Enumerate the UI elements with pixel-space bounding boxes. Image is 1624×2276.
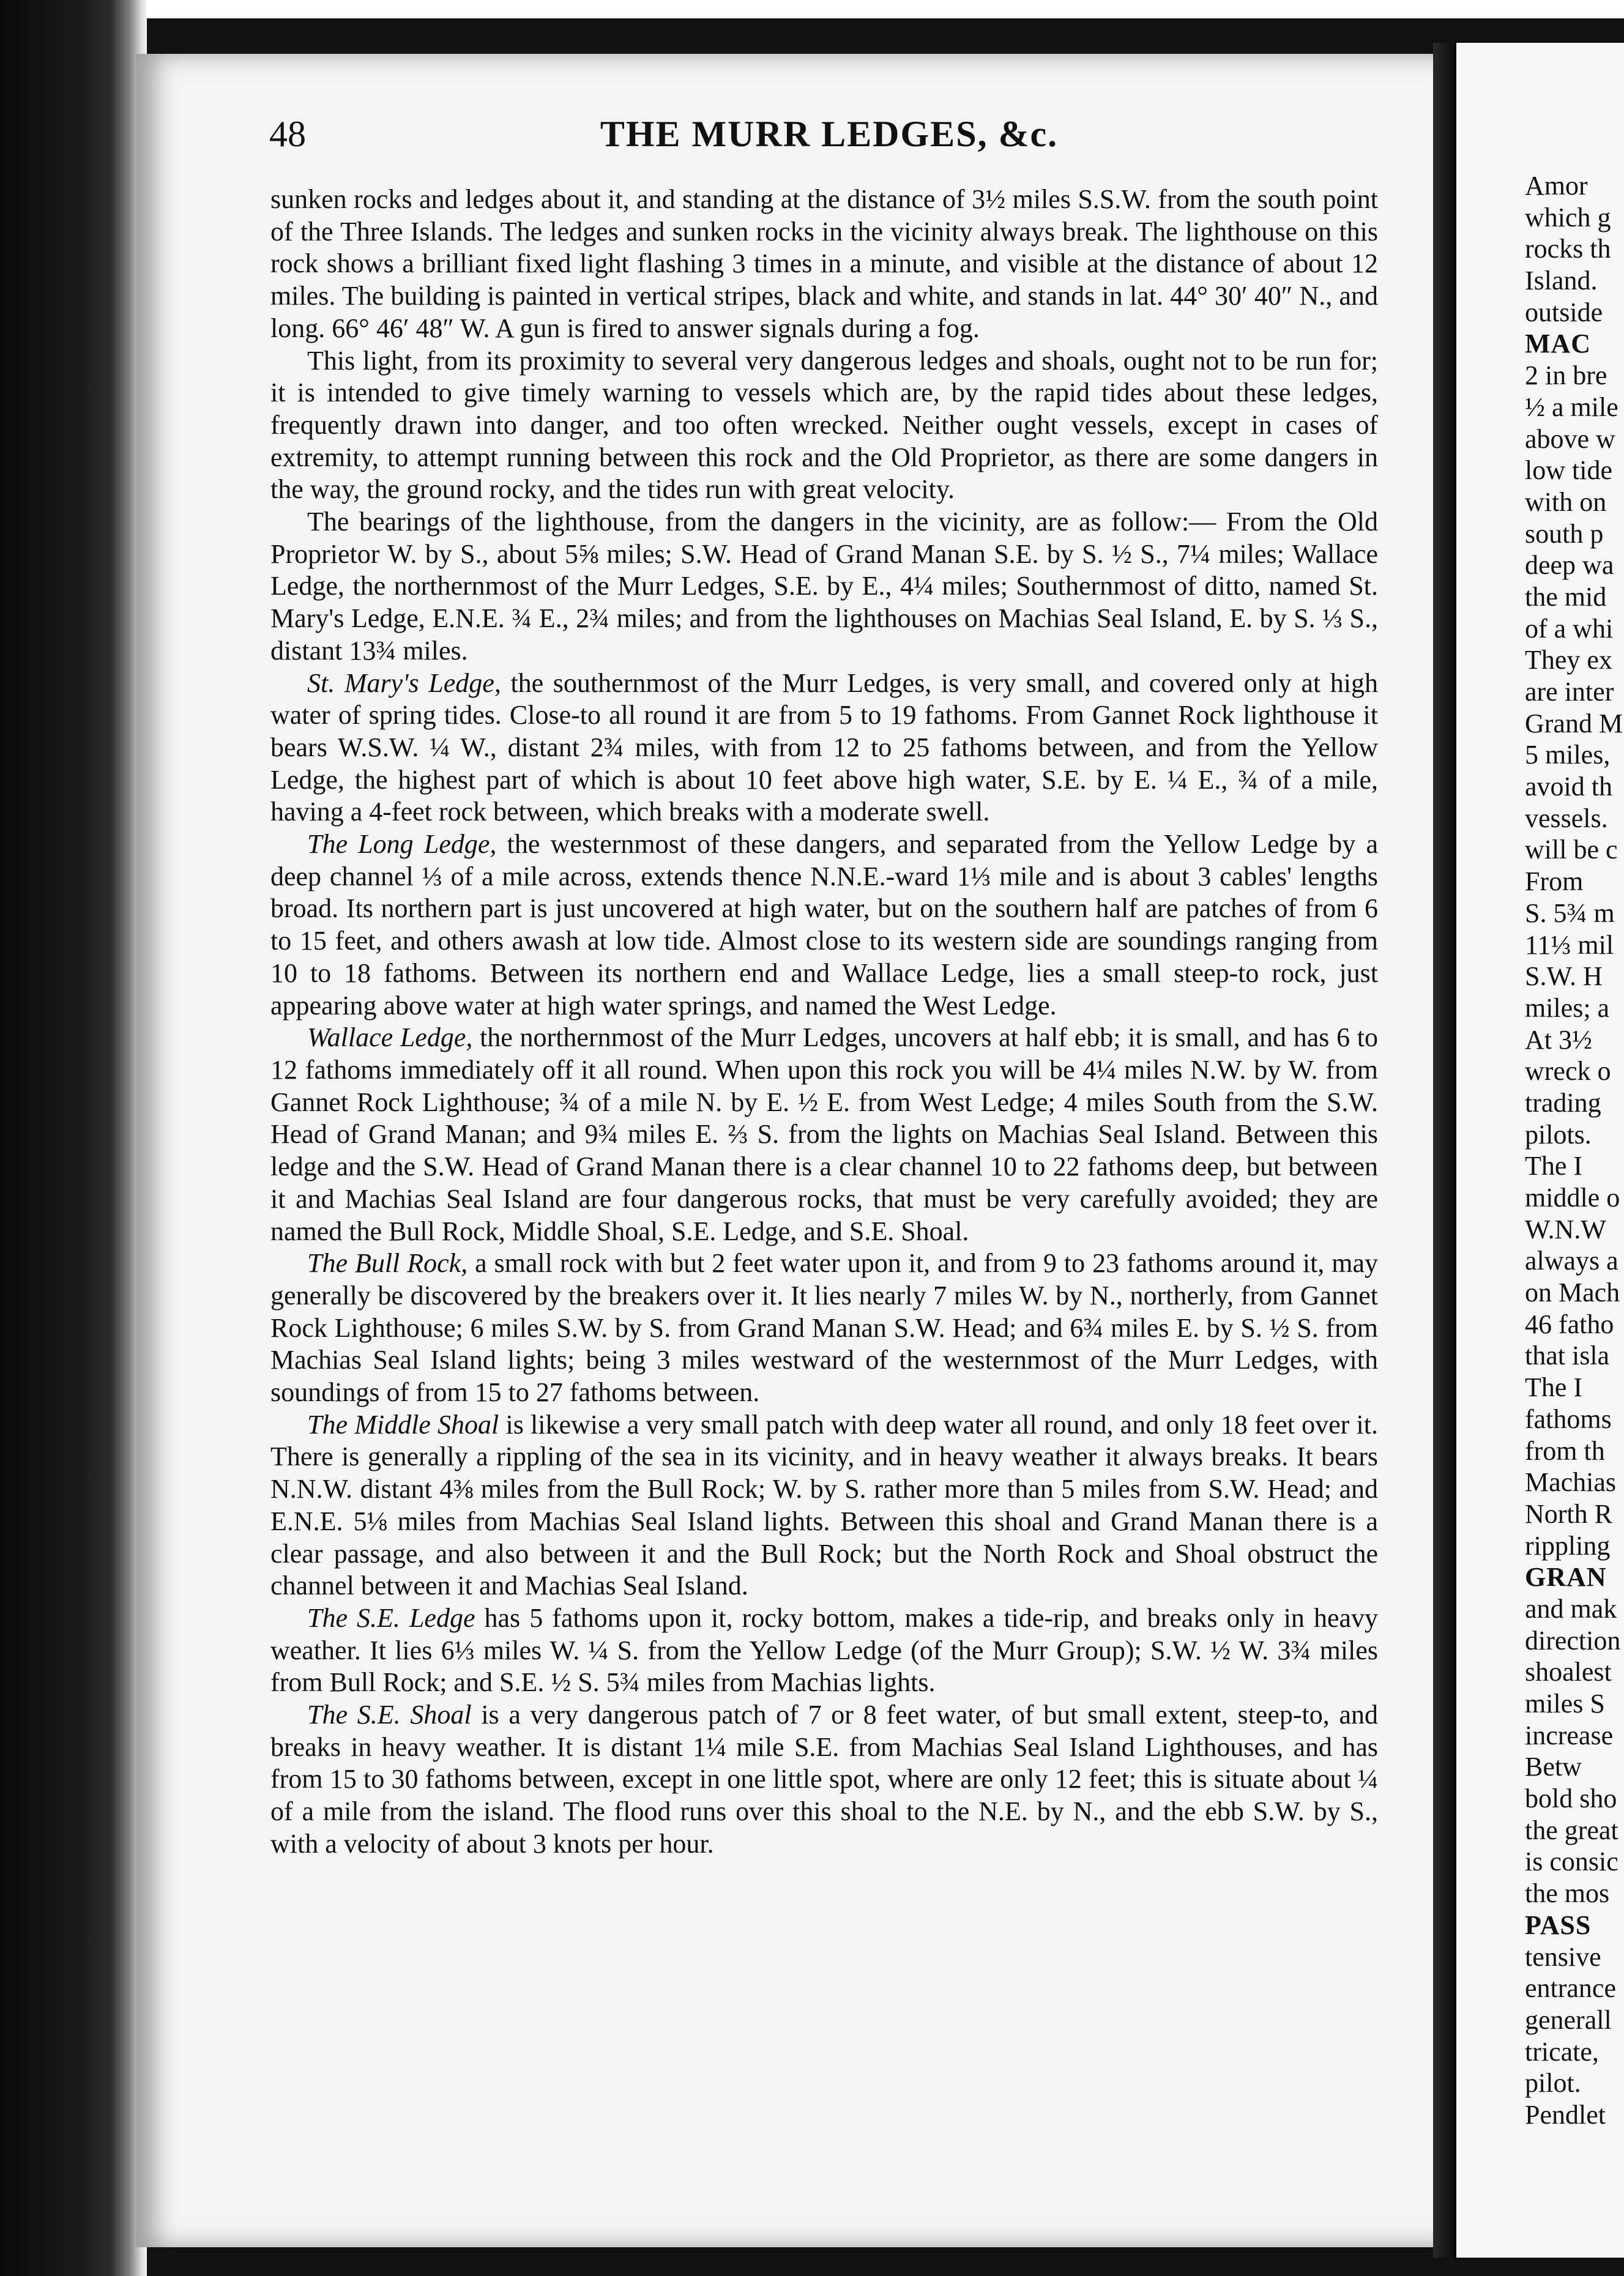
paragraph: The S.E. Ledge has 5 fathoms upon it, rocky bottom, makes a tide-rip, and breaks only in heavy weather. It lies 6⅓ miles W. ¼ S. from the Yellow Ledge (of the Murr Group); S.W. ½ W. 3¾ miles from Bull Rock; and S.E. ½ S. 5¾ miles from Machias lights.	[270, 1602, 1379, 1698]
facing-page-line: fathoms	[1525, 1404, 1612, 1434]
facing-page-line: PASS	[1525, 1910, 1592, 1940]
facing-page-line: avoid th	[1525, 772, 1612, 802]
facing-page-line: from th	[1525, 1435, 1605, 1466]
facing-page-line: increase	[1525, 1720, 1614, 1750]
paragraph: This light, from its proximity to several very dangerous ledges and shoals, ought not to be run for; it is intended to give timely warning to vessels which are, by the rapid tides about these ledges, frequently drawn into danger, and too often wrecked. Neither ought vessels, except in cases of extremity, to attempt running between this rock and the Old Proprietor, as there are some dangers in the way, the ground rocky, and the tides run with great velocity.	[270, 345, 1378, 505]
paragraph-lead: The S.E. Ledge	[307, 1602, 475, 1633]
facing-page-line: S. 5¾ m	[1525, 898, 1615, 928]
facing-page-line: wreck o	[1525, 1056, 1611, 1087]
facing-page-line: deep wa	[1525, 550, 1614, 581]
facing-page-line: on Mach	[1525, 1277, 1620, 1308]
facing-page-line: 11⅓ mil	[1525, 929, 1614, 960]
scan-top-border	[0, 0, 1624, 18]
facing-page-line: are inter	[1525, 677, 1614, 707]
paragraph: St. Mary's Ledge, the southernmost of the Murr Ledges, is very small, and covered only at high water of spring tides. Close-to all round it are from 5 to 19 fathoms. From Gannet Rock lighthouse it bears W.S.W. ¼ W., distant 2¾ miles, with from 12 to 25 fathoms between, and from the Yellow Ledge, the highest part of which is about 10 feet above high water, S.E. by E. ¼ E., ¾ of a mile, having a 4-feet rock between, which breaks with a moderate swell.	[270, 668, 1379, 827]
facing-page-line: which g	[1525, 202, 1611, 232]
facing-page-line: tensive	[1525, 1941, 1601, 1972]
facing-page-line: of a whi	[1525, 613, 1614, 644]
facing-page-line: 2 in bre	[1525, 360, 1607, 391]
facing-page-line: North R	[1525, 1498, 1612, 1529]
facing-page-line: generall	[1525, 2004, 1612, 2035]
facing-page-line: will be c	[1525, 835, 1618, 865]
facing-page-line: 5 miles,	[1525, 740, 1611, 770]
facing-page-line: The I	[1525, 1151, 1583, 1181]
facing-page-line: above w	[1525, 423, 1615, 454]
facing-page-line: outside	[1525, 297, 1603, 327]
facing-page-line: low tide	[1525, 455, 1612, 486]
facing-page-text-fragment	[1525, 170, 1624, 2131]
facing-page-line: tricate,	[1525, 2036, 1599, 2067]
main-text-column	[270, 184, 1378, 1861]
facing-page-line: vessels.	[1525, 803, 1608, 833]
paragraph: The Bull Rock, a small rock with but 2 feet water upon it, and from 9 to 23 fathoms around it, may generally be discovered by the breakers over it. It lies nearly 7 miles W. by N., northerly, from Gannet Rock Lighthouse; 6 miles S.W. by S. from Grand Manan S.W. Head; and 6¾ miles E. by S. ½ S. from Machias Seal Island lights; being 3 miles westward of the westernmost of the Murr Ledges, with soundings of from 15 to 27 fathoms between.	[270, 1248, 1378, 1408]
facing-page-line: shoalest	[1525, 1657, 1612, 1687]
paragraph: sunken rocks and ledges about it, and standing at the distance of 3½ miles S.S.W. from the south point of the Three Islands. The ledges and sunken rocks in the vicinity always break. The lighthouse on this rock shows a brilliant fixed light flashing 3 times in a minute, and visible at the distance of about 12 miles. The building is painted in vertical stripes, black and white, and stands in lat. 44° 30′ 40″ N., and long. 66° 46′ 48″ W. A gun is fired to answer signals during a fog.	[270, 184, 1378, 343]
facing-page-line: with on	[1525, 486, 1607, 517]
facing-page-line: 46 fatho	[1525, 1309, 1614, 1339]
paragraph-lead: The Bull Rock,	[307, 1248, 468, 1279]
facing-page-line: south p	[1525, 518, 1604, 549]
paragraph: The Middle Shoal is likewise a very small patch with deep water all round, and only 18 feet over it. There is generally a rippling of the sea in its vicinity, and in heavy weather it always breaks. It bears N.N.W. distant 4⅜ miles from the Bull Rock; W. by S. rather more than 5 miles from S.W. Head; and E.N.E. 5⅛ miles from Machias Seal Island lights. Between this shoal and Grand Manan there is a clear passage, and also between it and the Bull Rock; but the North Rock and Shoal obstruct the channel between it and Machias Seal Island.	[270, 1409, 1378, 1601]
facing-page-line: miles S	[1525, 1689, 1605, 1719]
facing-page-line: miles; a	[1525, 992, 1610, 1023]
facing-page-line: GRAN	[1525, 1562, 1607, 1593]
facing-page-line: that isla	[1525, 1341, 1610, 1371]
facing-page-line: the mos	[1525, 1878, 1610, 1909]
facing-page-line: is consic	[1525, 1846, 1618, 1877]
facing-page-line: middle o	[1525, 1183, 1620, 1213]
paragraph: The Long Ledge, the westernmost of these dangers, and separated from the Yellow Ledge by a deep channel ⅓ of a mile across, extends thence N.N.E.-ward 1⅓ mile and is about 3 cables' lengths broad. Its northern part is just uncovered at high water, but on the southern half are patches of from 6 to 15 feet, and others awash at low tide. Almost close to its western side are soundings ranging from 10 to 18 fathoms. Between its northern end and Wallace Ledge, lies a small steep-to rock, just appearing above water at high water springs, and named the West Ledge.	[270, 829, 1378, 1021]
facing-page-line: the mid	[1525, 581, 1607, 612]
facing-page-line: The I	[1525, 1372, 1583, 1403]
facing-page-line: W.N.W	[1525, 1214, 1606, 1244]
facing-page-line: Grand M	[1525, 708, 1623, 738]
facing-page-line: bold sho	[1525, 1783, 1617, 1814]
facing-page-line: pilots.	[1525, 1119, 1592, 1150]
facing-page-line: They ex	[1525, 645, 1612, 675]
page-number: 48	[269, 114, 306, 154]
paragraph-lead: Wallace Ledge,	[307, 1022, 473, 1053]
facing-page-line: the great	[1525, 1815, 1618, 1845]
facing-page-line: direction	[1525, 1625, 1621, 1656]
paragraph-lead: The Long Ledge,	[307, 829, 497, 860]
page-header	[269, 113, 1389, 162]
facing-page-line: Betw	[1525, 1752, 1582, 1782]
facing-page-line: rippling	[1525, 1530, 1611, 1561]
paragraph: Wallace Ledge, the northernmost of the Murr Ledges, uncovers at half ebb; it is small, and has 6 to 12 fathoms immediately off it all round. When upon this rock you will be 4¼ miles N.W. by W. from Gannet Rock Lighthouse; ¾ of a mile N. by E. ½ E. from West Ledge; 4 miles South from the S.W. Head of Grand Manan; and 9¾ miles E. ⅔ S. from the lights on Machias Seal Island. Between this ledge and the S.W. Head of Grand Manan there is a clear channel 10 to 22 fathoms deep, but between it and Machias Seal Island are four dangerous rocks, that must be very carefully avoided; they are named the Bull Rock, Middle Shoal, S.E. Ledge, and S.E. Shoal.	[270, 1022, 1379, 1246]
facing-page-line: pilot.	[1525, 2068, 1581, 2099]
paragraph: The bearings of the lighthouse, from the dangers in the vicinity, are as follow:— From the Old Proprietor W. by S., about 5⅝ miles; S.W. Head of Grand Manan S.E. by S. ½ S., 7¼ miles; Wallace Ledge, the northernmost of the Murr Ledges, S.E. by E., 4¼ miles; Southernmost of ditto, named St. Mary's Ledge, E.N.E. ¾ E., 2¾ miles; and from the lighthouses on Machias Seal Island, E. by S. ⅓ S., distant 13¾ miles.	[270, 507, 1378, 666]
facing-page-line: entrance	[1525, 1973, 1616, 2004]
facing-page-line: rocks th	[1525, 234, 1611, 264]
facing-page-line: and mak	[1525, 1593, 1617, 1624]
facing-page-line: At 3½	[1525, 1024, 1592, 1055]
facing-page-line: MAC	[1525, 329, 1592, 359]
facing-page-line: always a	[1525, 1246, 1618, 1276]
paragraph-lead: The Middle Shoal	[307, 1409, 499, 1440]
page-gutter	[1433, 43, 1456, 2258]
facing-page-line: Machias	[1525, 1467, 1617, 1498]
facing-page-line: Amor	[1525, 171, 1588, 201]
facing-page-line: From	[1525, 866, 1584, 897]
running-title: THE MURR LEDGES, &c.	[600, 114, 1059, 154]
facing-page-line: trading	[1525, 1087, 1601, 1118]
facing-page-line: S.W. H	[1525, 961, 1603, 992]
paragraph-lead: St. Mary's Ledge,	[307, 668, 501, 698]
facing-page-line: ½ a mile	[1525, 392, 1618, 422]
facing-page-line: Pendlet	[1525, 2099, 1606, 2130]
facing-page-line: Island.	[1525, 266, 1598, 296]
paragraph-lead: The S.E. Shoal	[307, 1700, 472, 1730]
book-spine	[0, 0, 147, 2276]
paragraph: The S.E. Shoal is a very dangerous patch of 7 or 8 feet water, of but small extent, steep-to, and breaks in heavy weather. It is distant 1¼ mile S.E. from Machias Seal Island Lighthouses, and has from 15 to 30 fathoms between, except in one little spot, where are only 12 feet; this is situate about ¼ of a mile from the island. The flood runs over this shoal to the N.E. by N., and the ebb S.W. by S., with a velocity of about 3 knots per hour.	[270, 1700, 1378, 1859]
